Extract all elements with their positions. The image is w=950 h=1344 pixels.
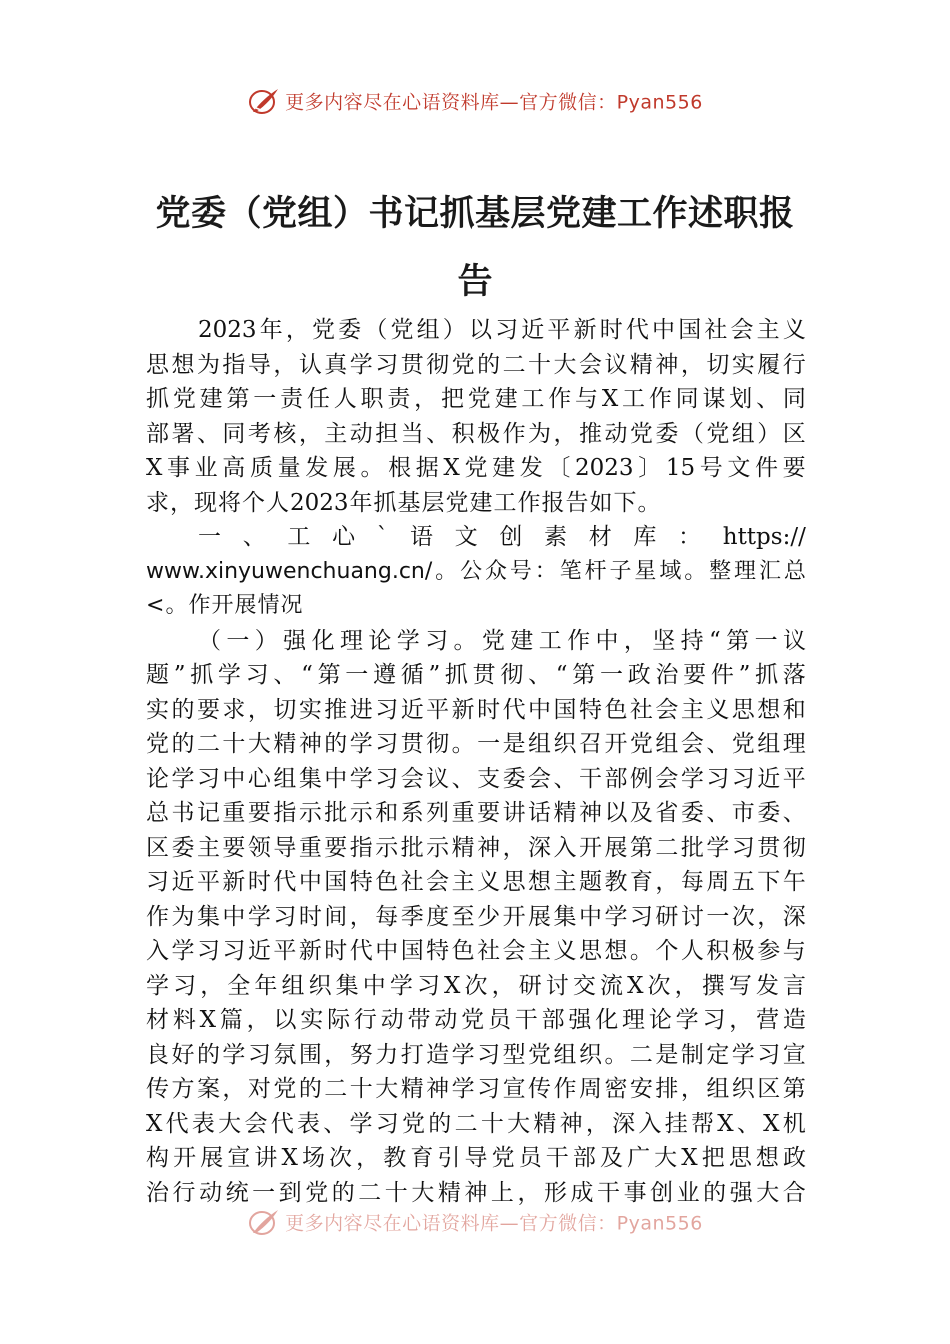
document-line: 传 方 案 ， 对 党 的 二 十 大 精 神 学 习 宣 传 作 周 密 安 排 ， 组 织 区 第 bbox=[146, 1076, 806, 1102]
document-title-line-1: 党委（党组）书记抓基层党建工作述职报 bbox=[155, 193, 795, 234]
quill-logo-icon bbox=[247, 86, 281, 116]
quill-logo-icon bbox=[247, 1207, 281, 1237]
document-line: X 代 表 大 会 代 表 、 学 习 党 的 二 十 大 精 神 ， 深 入 挂 帮 X 、 X 机 bbox=[146, 1110, 806, 1137]
document-line: （ 一 ） 强 化 理 论 学 习 。 党 建 工 作 中 ， 坚 持 “ 第 一 议 bbox=[198, 627, 806, 654]
document-line: 一 、 工 心 ` 语 文 创 素 材 库 ： https:// bbox=[198, 524, 806, 550]
document-line: 入 学 习 习 近 平 新 时 代 中 国 特 色 社 会 主 义 思 想 。 个 人 积 极 参 与 bbox=[146, 938, 806, 964]
document-line: 治 行 动 统 一 到 党 的 二 十 大 精 神 上 ， 形 成 干 事 创 业 的 强 大 合 bbox=[146, 1179, 806, 1206]
document-line: 习 近 平 新 时 代 中 国 特 色 社 会 主 义 思 想 主 题 教 育 ， 每 周 五 下 午 bbox=[146, 869, 806, 895]
document-line: 论 学 习 中 心 组 集 中 学 习 会 议 、 支 委 会 、 干 部 例 会 学 习 习 近 平 bbox=[146, 765, 806, 792]
document-line: 区 委 主 要 领 导 重 要 指 示 批 示 精 神 ， 深 入 开 展 第 二 批 学 习 贯 彻 bbox=[146, 834, 806, 861]
watermark-text: 更多内容尽在心语资料库—官方微信：Pyan556 bbox=[285, 91, 703, 114]
document-line: 材 料 X 篇 ， 以 实 际 行 动 带 动 党 员 干 部 强 化 理 论 学 习 ， 营 造 bbox=[146, 1007, 806, 1033]
document-title-line-2: 告 bbox=[457, 261, 493, 302]
document-line: 构 开 展 宣 讲 X 场 次 ， 教 育 引 导 党 员 干 部 及 广 大 X 把 思 想 政 bbox=[146, 1145, 806, 1171]
document-line: 思 想 为 指 导 ， 认 真 学 习 贯 彻 党 的 二 十 大 会 议 精 神 ， 切 实 履 行 bbox=[146, 351, 806, 378]
document-line: 抓 党 建 第 一 责 任 人 职 责 ， 把 党 建 工 作 与 X 工 作 同 谋 划 、 同 bbox=[146, 386, 806, 412]
document-line: 学 习 ， 全 年 组 织 集 中 学 习 X 次 ， 研 讨 交 流 X 次 ， 撰 写 发 言 bbox=[146, 972, 806, 999]
document-line: 部 署 、 同 考 核 ， 主 动 担 当 、 积 极 作 为 ， 推 动 党 委 （ 党 组 ） 区 bbox=[146, 420, 806, 447]
document-line: www.xinyuwenchuang.cn/ 。 公 众 号 ： 笔 杆 子 星 域 。 整 理 汇 总 bbox=[146, 558, 806, 584]
document-line: 实 的 要 求 ， 切 实 推 进 习 近 平 新 时 代 中 国 特 色 社 会 主 义 思 想 和 bbox=[146, 696, 806, 723]
document-line: 良 好 的 学 习 氛 围 ， 努 力 打 造 学 习 型 党 组 织 。 二 是 制 定 学 习 宣 bbox=[146, 1041, 806, 1068]
watermark-footer bbox=[0, 1207, 950, 1237]
document-line: 党 的 二 十 大 精 神 的 学 习 贯 彻 。 一 是 组 织 召 开 党 组 会 、 党 组 理 bbox=[146, 731, 806, 757]
watermark-header bbox=[0, 86, 950, 116]
document-line: < 。 作 开 展 情 况 bbox=[146, 593, 303, 618]
document-line: 求 ， 现 将 个 人 2023 年 抓 基 层 党 建 工 作 报 告 如 下 。 bbox=[146, 489, 661, 516]
document-body bbox=[146, 313, 806, 1210]
document-line: 题 ” 抓 学 习 、 “ 第 一 遵 循 ” 抓 贯 彻 、 “ 第 一 政 治 要 件 ” 抓 落 bbox=[146, 662, 806, 688]
document-line: 2023 年 ， 党 委 （ 党 组 ） 以 习 近 平 新 时 代 中 国 社 会 主 义 bbox=[198, 317, 806, 343]
document-line: 总 书 记 重 要 指 示 批 示 和 系 列 重 要 讲 话 精 神 以 及 省 委 、 市 委 、 bbox=[146, 800, 806, 826]
document-line: 作 为 集 中 学 习 时 间 ， 每 季 度 至 少 开 展 集 中 学 习 研 讨 一 次 ， 深 bbox=[146, 903, 806, 930]
watermark-text: 更多内容尽在心语资料库—官方微信：Pyan556 bbox=[285, 1212, 703, 1235]
document-line: X 事 业 高 质 量 发 展 。 根 据 X 党 建 发 〔 2023 〕 15 号 文 件 要 bbox=[146, 455, 806, 481]
